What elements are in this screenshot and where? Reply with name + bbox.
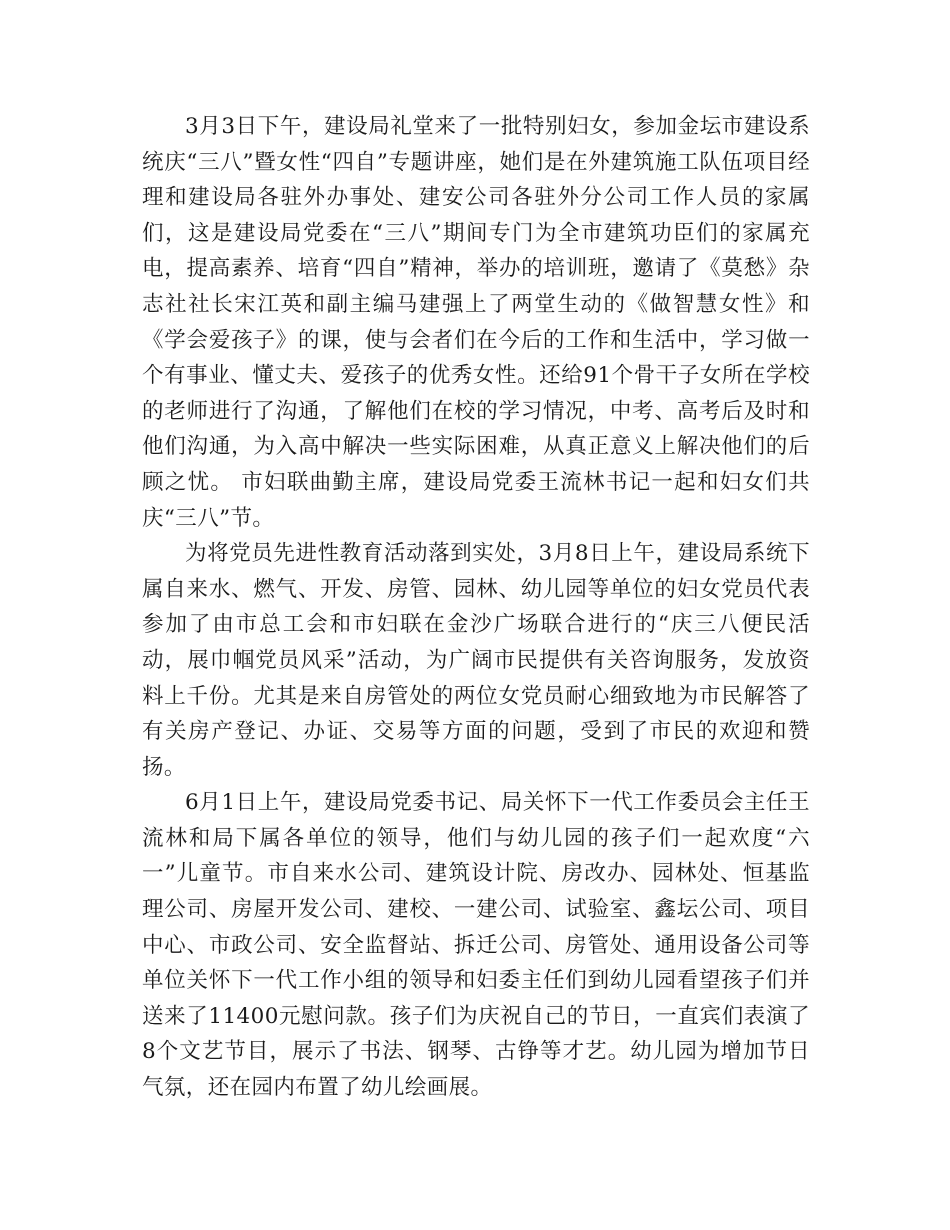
paragraph-childrens-day: 6月1日上午，建设局党委书记、局关怀下一代工作委员会主任王流林和局下属各单位的领导，他们与幼儿园的孩子们一起欢度“六一”儿童节。市自来水公司、建筑设计院、房改办、园林处、恒基监理公司、房屋开发公司、建校、一建公司、试验室、鑫坛公司、项目中心、市政公司、安全监督站、拆迁公司、房管处、通用设备公司等单位关怀下一代工作小组的领导和妇委主任们到幼儿园看望孩子们并送来了11400元慰问款。孩子们为庆祝自己的节日，一直宾们表演了8个文艺节目，展示了书法、钢琴、古铮等才艺。幼儿园为增加节日气氛，还在园内布置了幼儿绘画展。 (142, 790, 810, 1101)
paragraph-party-member-activity: 为将党员先进性教育活动落到实处，3月8日上午，建设局系统下属自来水、燃气、开发、房管、园林、幼儿园等单位的妇女党员代表参加了由市总工会和市妇联在金沙广场联合进行的“庆三八便民活动，展巾帼党员风采”活动，为广阔市民提供有关咨询服务，发放资料上千份。尤其是来自房管处的两位女党员耐心细致地为市民解答了有关房产登记、办证、交易等方面的问题，受到了市民的欢迎和赞扬。 (142, 541, 810, 780)
document-body (142, 109, 810, 1106)
paragraph-womens-day-lecture: 3月3日下午，建设局礼堂来了一批特别妇女，参加金坛市建设系统庆“三八”暨女性“四自”专题讲座，她们是在外建筑施工队伍项目经理和建设局各驻外办事处、建安公司各驻外分公司工作人员的家属们，这是建设局党委在“三八”期间专门为全市建筑功臣们的家属充电，提高素养、培育“四自”精神，举办的培训班，邀请了《莫愁》杂志社社长宋江英和副主编马建强上了两堂生动的《做智慧女性》和《学会爱孩子》的课，使与会者们在今后的工作和生活中，学习做一个有事业、懂丈夫、爱孩子的优秀女性。还给91个骨干子女所在学校的老师进行了沟通，了解他们在校的学习情况，中考、高考后及时和他们沟通，为入高中解决一些实际困难，从真正意义上解决他们的后顾之忧。 市妇联曲勤主席，建设局党委王流林书记一起和妇女们共庆“三八”节。 (142, 114, 810, 531)
